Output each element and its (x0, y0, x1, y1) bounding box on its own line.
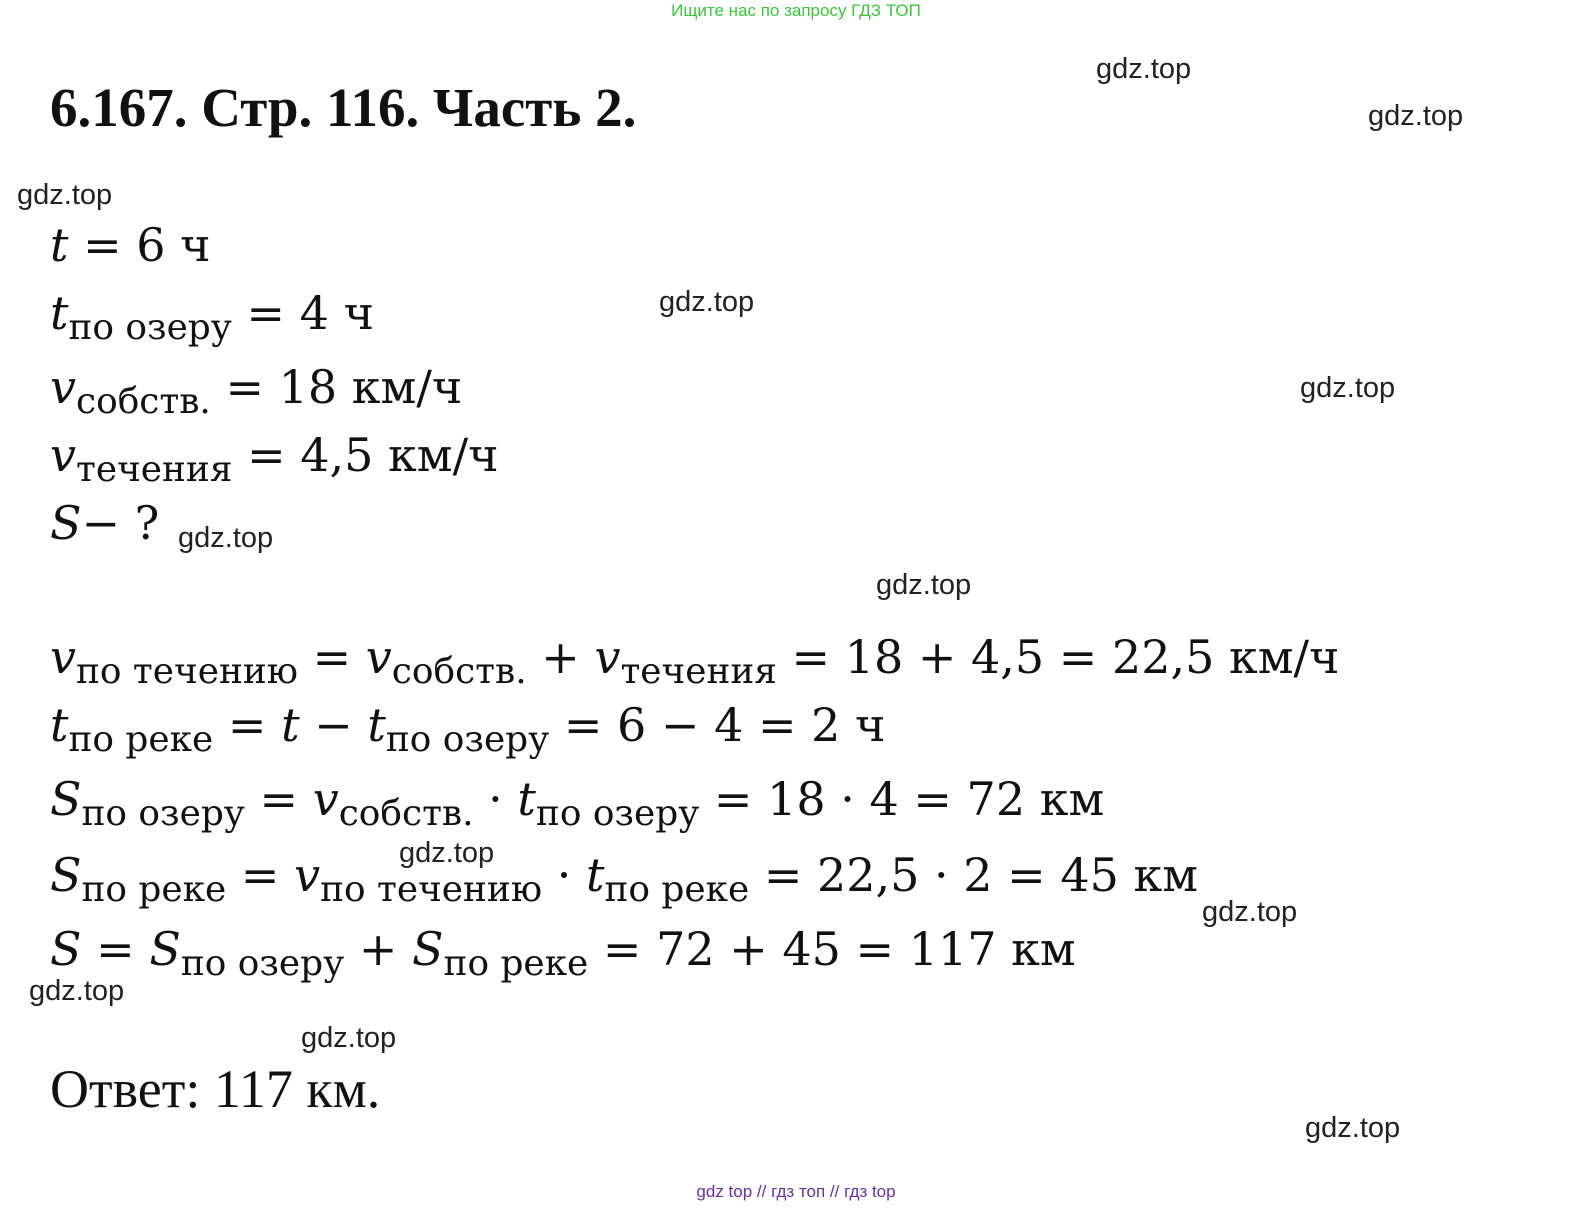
watermark: gdz.top (1305, 1112, 1401, 1144)
given-line: $v_{собств.} = 18$ км/ч (50, 360, 463, 423)
bottom-banner: gdz top // гдз топ // гдз top (696, 1182, 896, 1201)
watermark: gdz.top (876, 569, 972, 601)
given-line: t = 6 ч (50, 218, 211, 272)
watermark: gdz.top (659, 286, 755, 318)
solution-line: $v_{по течению} = v_{собств.} + v_{течения} = 18 + 4,5 = 22,5$ км/ч (50, 630, 1340, 693)
watermark: gdz.top (1300, 372, 1396, 404)
given-line: S− ? (50, 496, 160, 550)
solution-line: $S_{по реке} = v_{по течению} \cdot t_{по реке} = 22,5 \cdot 2 = 45$ км (50, 848, 1199, 911)
given-line: $t_{по озеру} = 4$ ч (50, 286, 374, 349)
watermark: gdz.top (399, 837, 495, 869)
solution-line: $t_{по реке} = t - t_{по озеру} = 6 - 4 = 2$ ч (50, 698, 886, 761)
watermark: gdz.top (1202, 896, 1298, 928)
top-banner: Ищите нас по запросу ГДЗ ТОП (671, 1, 921, 20)
watermark: gdz.top (1096, 53, 1192, 85)
answer: Ответ: 117 км. (50, 1059, 381, 1119)
watermark: gdz.top (17, 179, 113, 211)
page-title: 6.167. Стр. 116. Часть 2. (50, 77, 637, 138)
watermark: gdz.top (1368, 100, 1464, 132)
watermark: gdz.top (178, 522, 274, 554)
given-line: $v_{течения} = 4,5$ км/ч (50, 428, 499, 491)
solution-line: $S_{по озеру} = v_{собств.} \cdot t_{по озеру} = 18 \cdot 4 = 72$ км (50, 772, 1105, 835)
solution-line: $S = S_{по озеру} + S_{по реке} = 72 + 45 = 117$ км (50, 922, 1076, 985)
watermark: gdz.top (29, 975, 125, 1007)
watermark: gdz.top (301, 1022, 397, 1054)
